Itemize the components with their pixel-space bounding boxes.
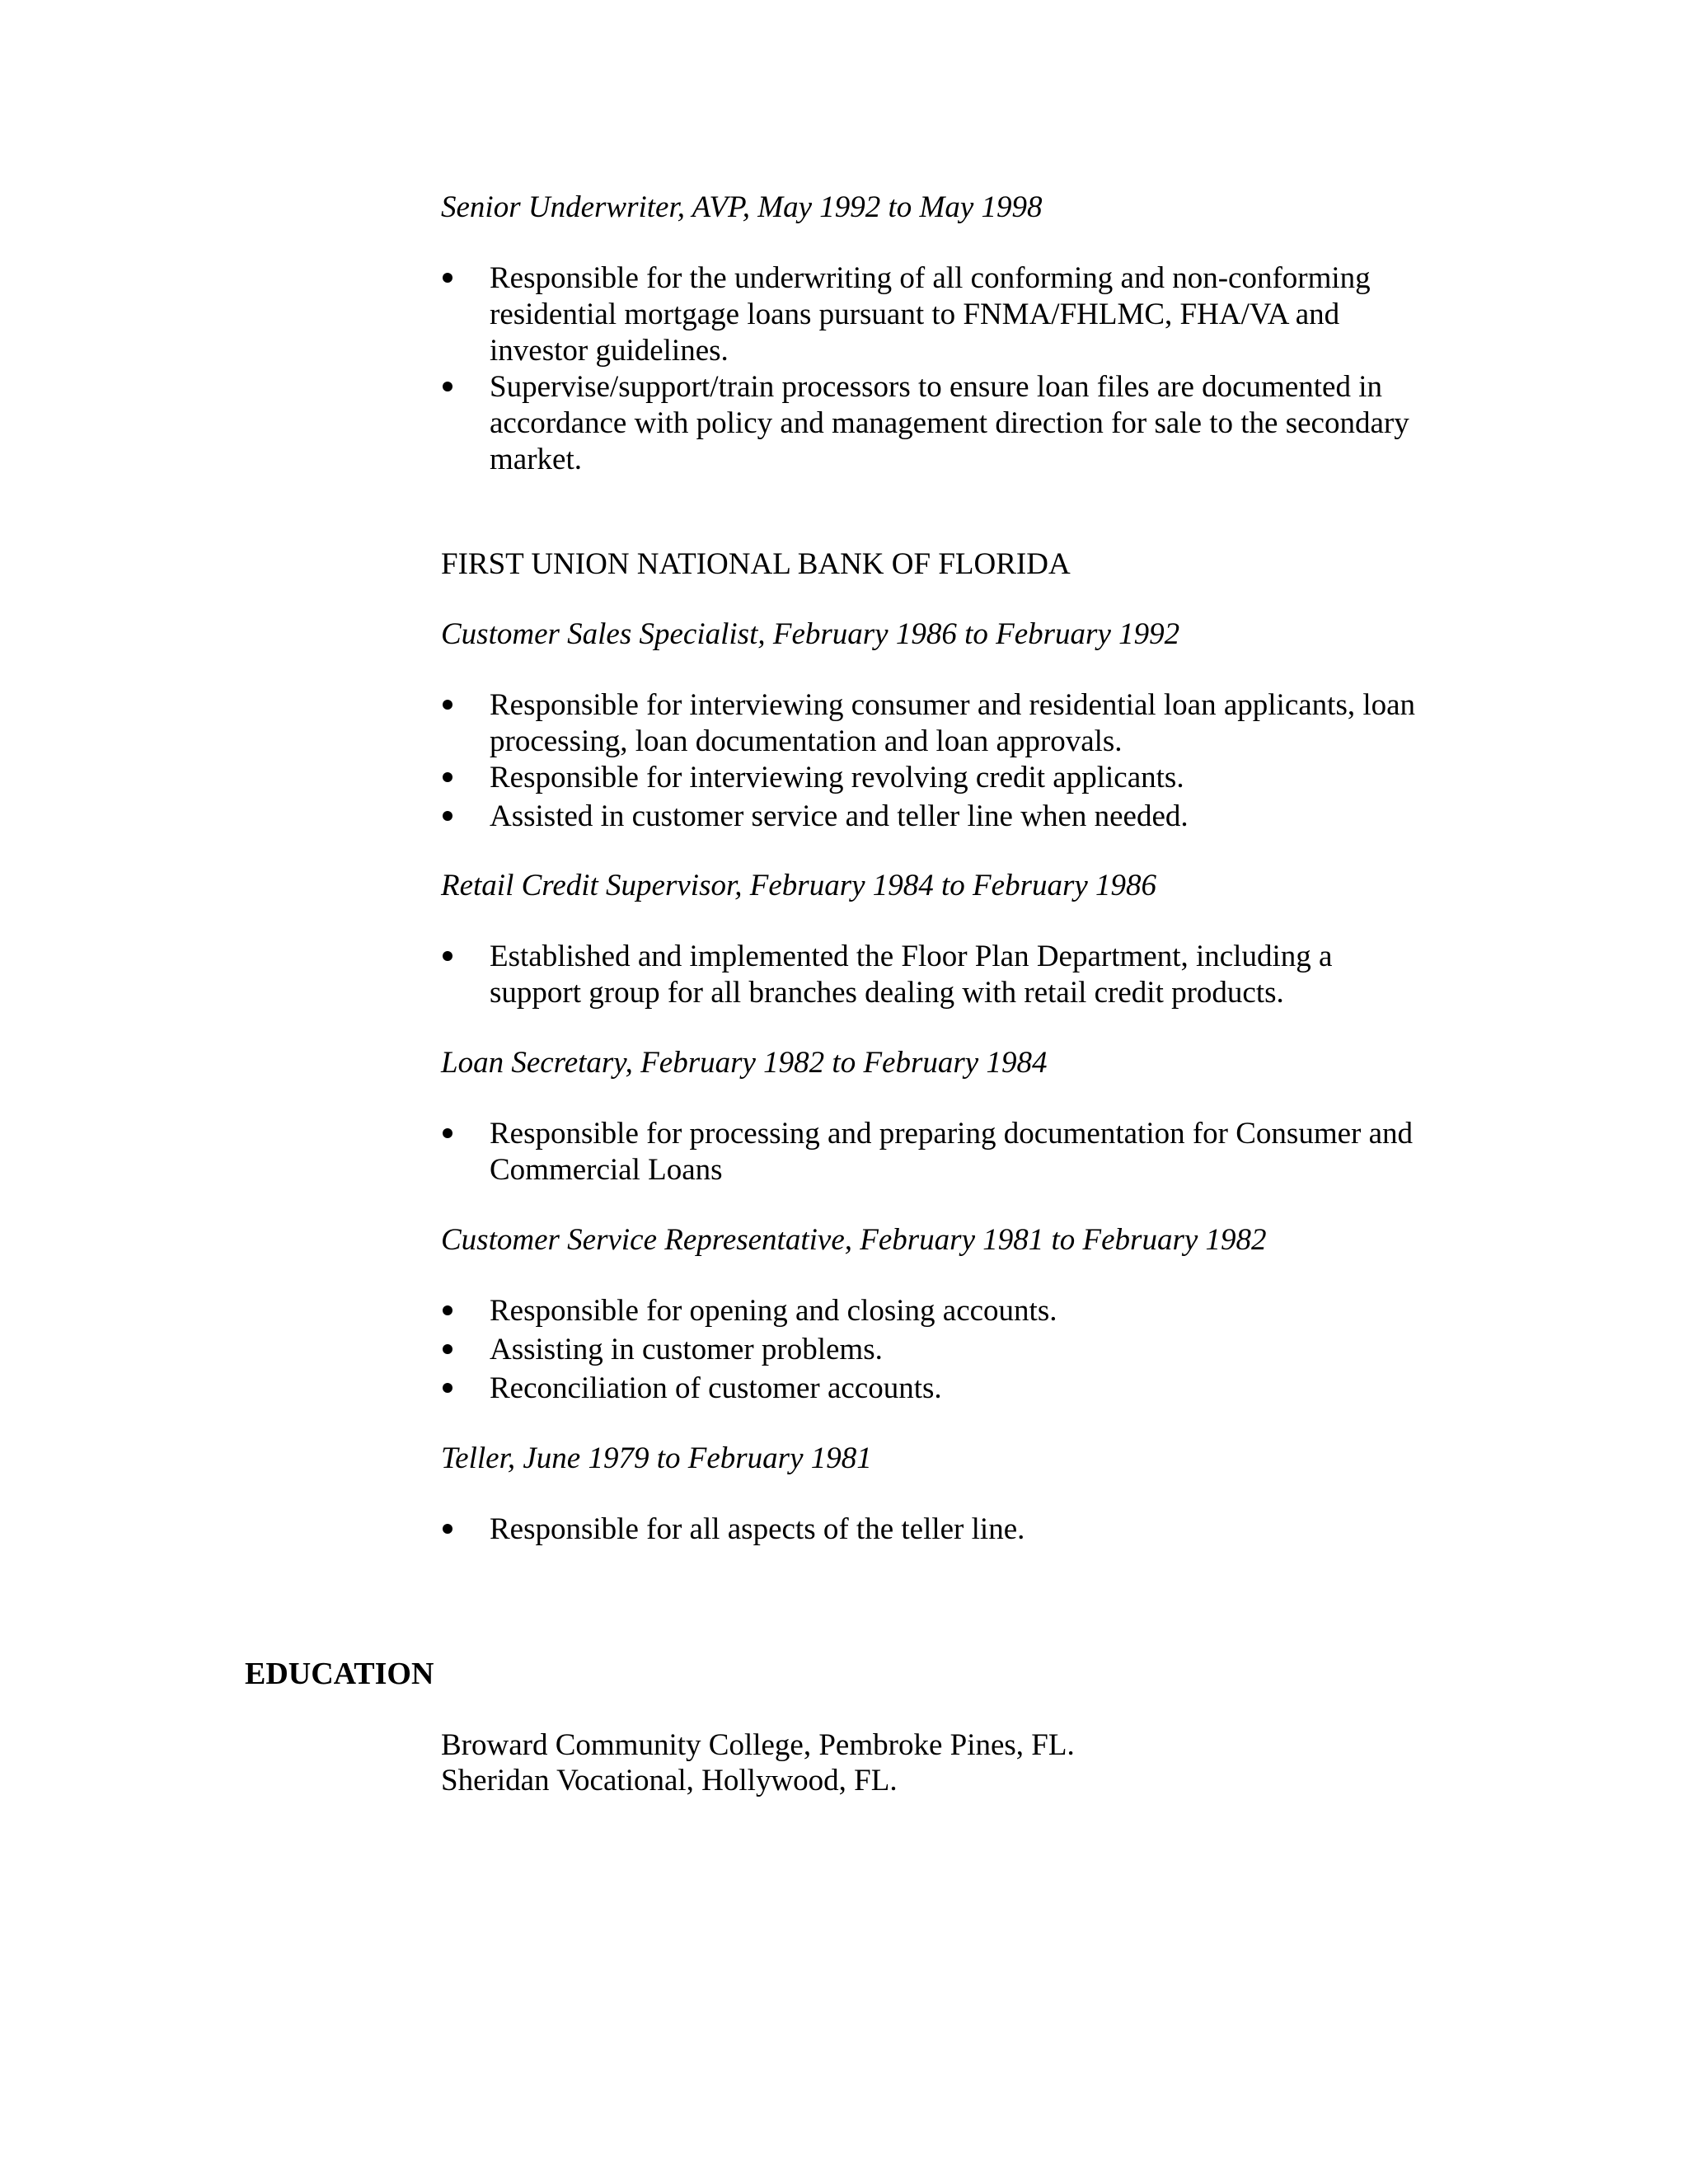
bullet-list-teller [441,1511,1430,1548]
bullet-icon [443,382,452,391]
list-item [441,1293,1430,1329]
bullet-icon [443,1524,452,1534]
list-item [441,760,1430,796]
bullet-icon [443,1383,452,1393]
list-item [441,799,1430,835]
school-entry: Sheridan Vocational, Hollywood, FL. [441,1764,898,1797]
company-name: FIRST UNION NATIONAL BANK OF FLORIDA [441,547,1071,581]
bullet-line: accordance with policy and management direction for sale to the secondary [490,406,1409,440]
bullet-icon [443,811,452,821]
bullet-line: Assisted in customer service and teller line when needed. [490,799,1189,833]
bullet-line: Responsible for interviewing consumer and residential loan applicants, loan [490,688,1416,722]
bullet-line: Supervise/support/train processors to ensure loan files are documented in [490,370,1382,404]
bullet-line: residential mortgage loans pursuant to FNMA/FHLMC, FHA/VA and [490,298,1340,331]
bullet-line: Reconciliation of customer accounts. [490,1371,942,1405]
list-item [441,1371,1430,1407]
school-entry: Broward Community College, Pembroke Pines, FL. [441,1728,1075,1762]
bullet-line: Responsible for interviewing revolving credit applicants. [490,761,1184,794]
bullet-line: Assisting in customer problems. [490,1333,883,1366]
bullet-list-senior-underwriter [441,260,1430,478]
bullet-line: Established and implemented the Floor Plan Department, including a [490,940,1333,973]
bullet-line: market. [490,443,582,476]
bullet-line: Responsible for opening and closing accounts. [490,1294,1057,1328]
bullet-icon [443,772,452,782]
bullet-line: investor guidelines. [490,334,729,368]
list-item [441,369,1430,478]
bullet-icon [443,1305,452,1315]
job-title-customer-service-representative: Customer Service Representative, February 1981 to February 1982 [441,1223,1267,1257]
job-title-loan-secretary: Loan Secretary, February 1982 to February 1984 [441,1046,1048,1080]
section-heading-education: EDUCATION [245,1657,434,1691]
job-title-customer-sales-specialist: Customer Sales Specialist, February 1986 to February 1992 [441,617,1180,651]
experience-section [441,190,1430,1548]
bullet-icon [443,1344,452,1354]
bullet-icon [443,273,452,283]
bullet-list-customer-service-representative [441,1293,1430,1407]
bullet-line: Commercial Loans [490,1153,723,1187]
job-title-teller: Teller, June 1979 to February 1981 [441,1441,872,1475]
job-title-retail-credit-supervisor: Retail Credit Supervisor, February 1984 to February 1986 [441,869,1157,902]
list-item [441,1116,1430,1188]
bullet-line: Responsible for processing and preparing documentation for Consumer and [490,1117,1414,1151]
list-item [441,1511,1430,1548]
bullet-list-retail-credit-supervisor [441,939,1430,1011]
bullet-icon [443,1128,452,1138]
education-section [441,1727,1075,1798]
list-item [441,260,1430,369]
list-item [441,1332,1430,1368]
bullet-list-customer-sales-specialist [441,687,1430,835]
bullet-list-loan-secretary [441,1116,1430,1188]
bullet-icon [443,951,452,961]
bullet-line: Responsible for the underwriting of all conforming and non-conforming [490,261,1371,295]
bullet-line: processing, loan documentation and loan approvals. [490,724,1123,758]
bullet-icon [443,700,452,710]
list-item [441,939,1430,1011]
list-item [441,687,1430,760]
bullet-line: support group for all branches dealing with retail credit products. [490,976,1284,1010]
job-title-senior-underwriter: Senior Underwriter, AVP, May 1992 to May 1998 [441,190,1043,224]
bullet-line: Responsible for all aspects of the teller line. [490,1512,1025,1546]
